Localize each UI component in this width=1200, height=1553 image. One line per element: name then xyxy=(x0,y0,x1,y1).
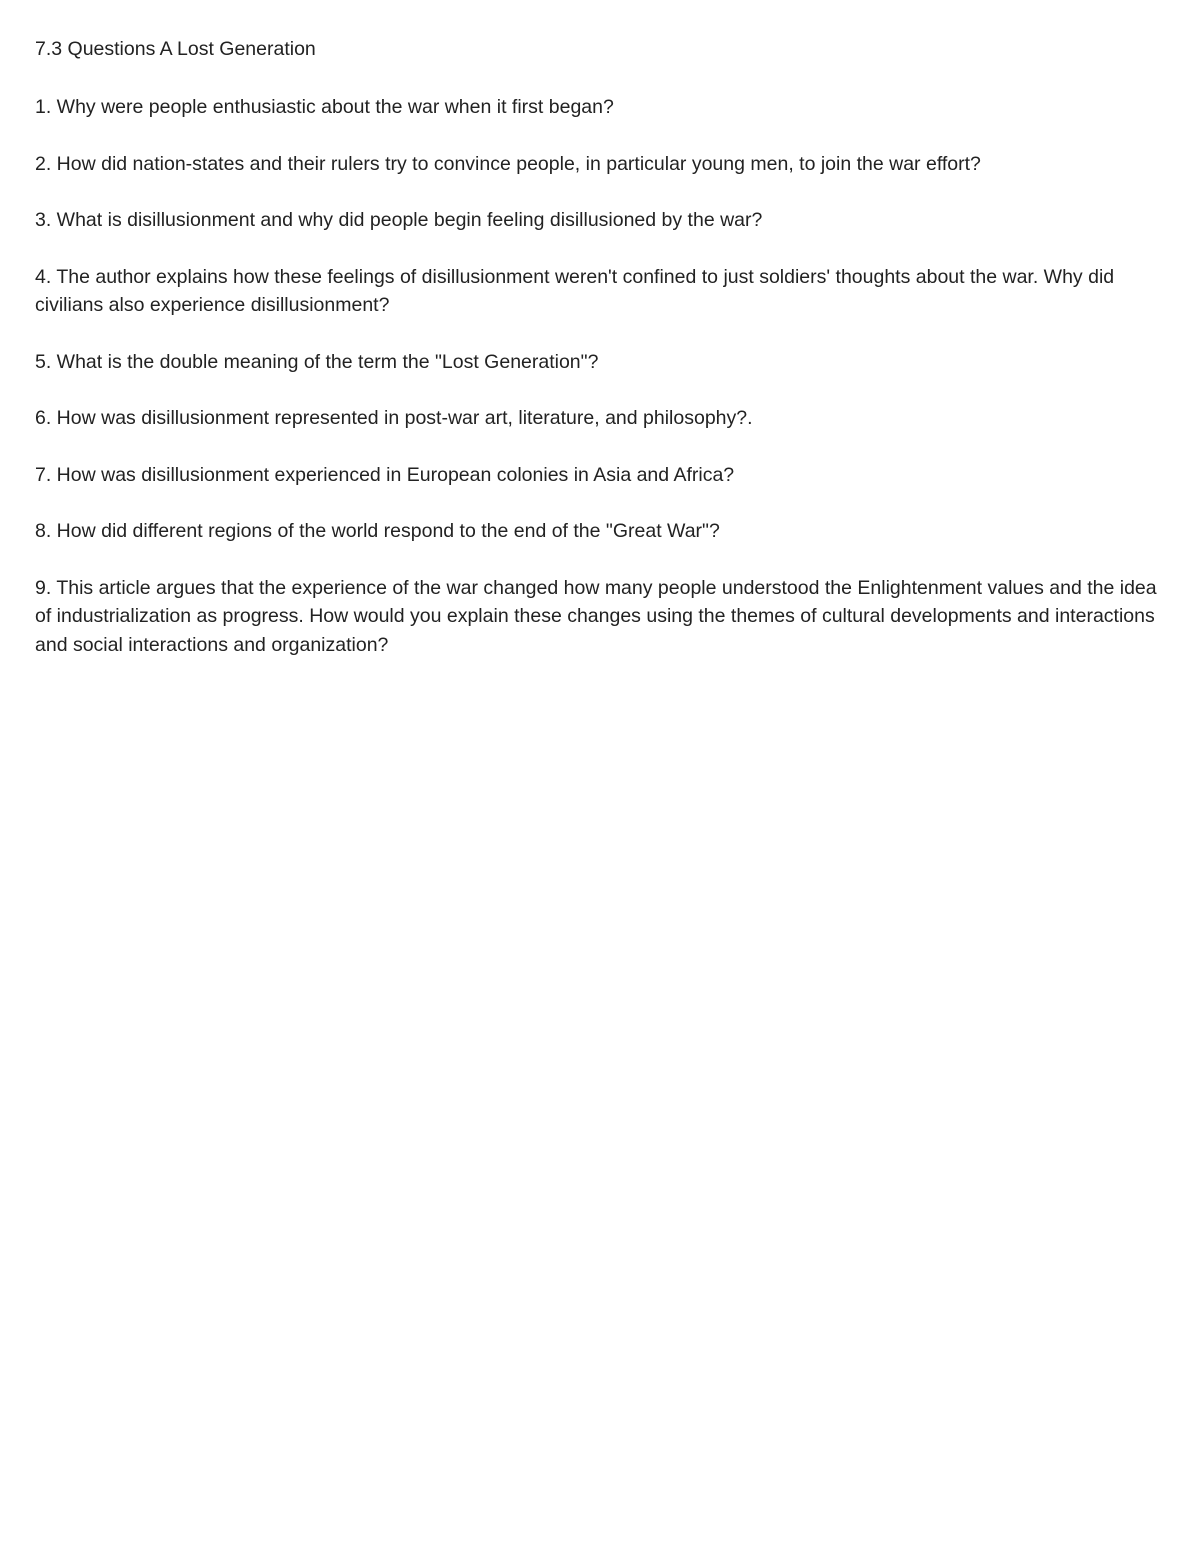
question-list xyxy=(35,93,1165,687)
question-1: 1. Why were people enthusiastic about the war when it first began? xyxy=(35,96,614,118)
question-8: 8. How did different regions of the world respond to the end of the "Great War"? xyxy=(35,520,720,542)
question-9: 9. This article argues that the experience of the war changed how many people understood the Enlightenment values and the idea of industrialization as progress. How would you explain these changes using the themes of cultural developments and interactions and social interactions and organization? xyxy=(35,576,1157,656)
question-3: 3. What is disillusionment and why did people begin feeling disillusioned by the war? xyxy=(35,209,763,231)
page-title: 7.3 Questions A Lost Generation xyxy=(35,38,316,60)
question-4: 4. The author explains how these feelings of disillusionment weren't confined to just soldiers' thoughts about the war. Why did civilians also experience disillusionment? xyxy=(35,265,1115,316)
question-7: 7. How was disillusionment experienced in European colonies in Asia and Africa? xyxy=(35,463,735,486)
question-5: 5. What is the double meaning of the term the "Lost Generation"? xyxy=(35,350,599,373)
question-2: 2. How did nation-states and their rulers try to convince people, in particular young men, to join the war effort? xyxy=(35,152,981,175)
question-6: 6. How was disillusionment represented in post-war art, literature, and philosophy?. xyxy=(35,407,753,429)
